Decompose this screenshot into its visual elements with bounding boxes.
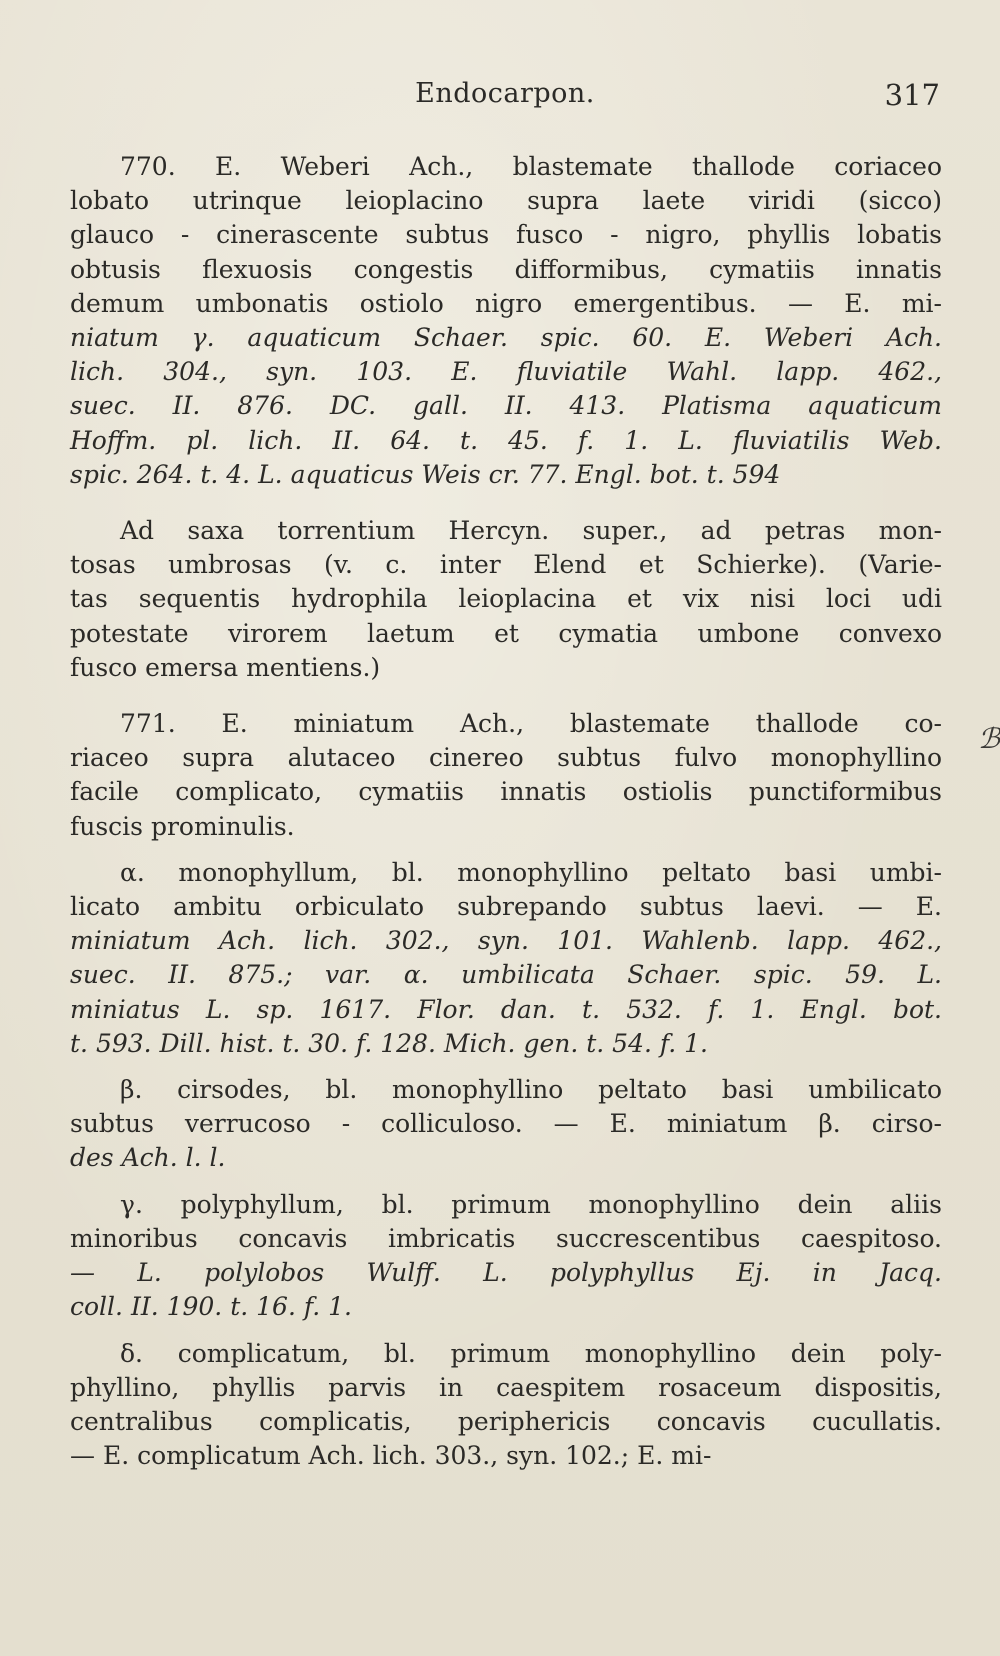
- text-line: riaceo supra alutaceo cinereo subtus fulvo monophyllino: [70, 743, 942, 773]
- text-line: suec. II. 875.; var. α. umbilicata Schaer. spic. 59. L.: [70, 960, 942, 990]
- text-line: lobato utrinque leioplacino supra laete viridi (sicco): [70, 186, 942, 216]
- text-line: — L. polylobos Wulff. L. polyphyllus Ej. in Jacq.: [70, 1258, 942, 1288]
- text-line: tosas umbrosas (v. c. inter Elend et Schierke). (Varie-: [70, 550, 942, 580]
- text-line: miniatum Ach. lich. 302., syn. 101. Wahlenb. lapp. 462.,: [70, 926, 942, 956]
- variety-beta: [70, 1073, 942, 1176]
- text-line: — E. complicatum Ach. lich. 303., syn. 102.; E. mi-: [70, 1441, 712, 1471]
- variety-alpha: [70, 856, 942, 1061]
- text-line: γ. polyphyllum, bl. primum monophyllino dein aliis: [120, 1189, 942, 1219]
- text-line: minoribus concavis imbricatis succrescentibus caespitoso.: [70, 1223, 942, 1253]
- running-title: Endocarpon.: [415, 78, 595, 109]
- text-line: subtus verrucoso - colliculoso. — E. miniatum β. cirso-: [70, 1109, 942, 1139]
- page-number: 317: [884, 78, 940, 112]
- text-line: spic. 264. t. 4. L. aquaticus Weis cr. 77. Engl. bot. t. 594: [70, 459, 781, 489]
- entry-770: [70, 150, 942, 492]
- text-line: 770. E. Weberi Ach., blastemate thallode coriaceo: [120, 152, 942, 181]
- text-line: β. cirsodes, bl. monophyllino peltato basi umbilicato: [120, 1075, 942, 1105]
- text-line: Hoffm. pl. lich. II. 64. t. 45. f. 1. L. fluviatilis Web.: [70, 425, 942, 455]
- text-line: α. monophyllum, bl. monophyllino peltato basi umbi-: [120, 857, 942, 887]
- margin-annotation: ℬ: [977, 722, 1000, 755]
- page-body: [70, 150, 942, 1473]
- text-line: phyllino, phyllis parvis in caespitem rosaceum dispositis,: [70, 1372, 942, 1402]
- text-line: miniatus L. sp. 1617. Flor. dan. t. 532. f. 1. Engl. bot.: [70, 994, 942, 1024]
- text-line: lich. 304., syn. 103. E. fluviatile Wahl. lapp. 462.,: [70, 357, 942, 387]
- text-line: coll. II. 190. t. 16. f. 1.: [70, 1292, 352, 1322]
- text-line: t. 593. Dill. hist. t. 30. f. 128. Mich. gen. t. 54. f. 1.: [70, 1028, 708, 1058]
- text-line: fuscis prominulis.: [70, 811, 295, 841]
- text-line: facile complicato, cymatiis innatis ostiolis punctiformibus: [70, 777, 942, 807]
- text-line: des Ach. l. l.: [70, 1143, 226, 1173]
- text-line: demum umbonatis ostiolo nigro emergentibus. — E. mi-: [70, 288, 942, 318]
- text-line: licato ambitu orbiculato subrepando subtus laevi. — E.: [70, 892, 942, 922]
- text-line: potestate virorem laetum et cymatia umbone convexo: [70, 618, 942, 648]
- text-line: centralibus complicatis, periphericis concavis cucullatis.: [70, 1406, 942, 1436]
- text-line: glauco - cinerascente subtus fusco - nigro, phyllis lobatis: [70, 220, 942, 250]
- text-line: obtusis flexuosis congestis difformibus, cymatiis innatis: [70, 254, 942, 284]
- variety-delta: [70, 1337, 942, 1474]
- entry-771: [70, 707, 942, 844]
- variety-gamma: [70, 1188, 942, 1325]
- text-line: 771. E. miniatum Ach., blastemate thallode co-: [120, 709, 942, 739]
- habitat-note: [70, 514, 942, 685]
- text-line: niatum γ. aquaticum Schaer. spic. 60. E. Weberi Ach.: [70, 323, 942, 353]
- text-line: suec. II. 876. DC. gall. II. 413. Platisma aquaticum: [70, 391, 942, 421]
- text-line: δ. complicatum, bl. primum monophyllino dein poly-: [120, 1338, 942, 1368]
- text-line: fusco emersa mentiens.): [70, 652, 381, 682]
- text-line: Ad saxa torrentium Hercyn. super., ad petras mon-: [120, 516, 942, 546]
- page-header: [70, 78, 940, 118]
- text-line: tas sequentis hydrophila leioplacina et vix nisi loci udi: [70, 584, 942, 614]
